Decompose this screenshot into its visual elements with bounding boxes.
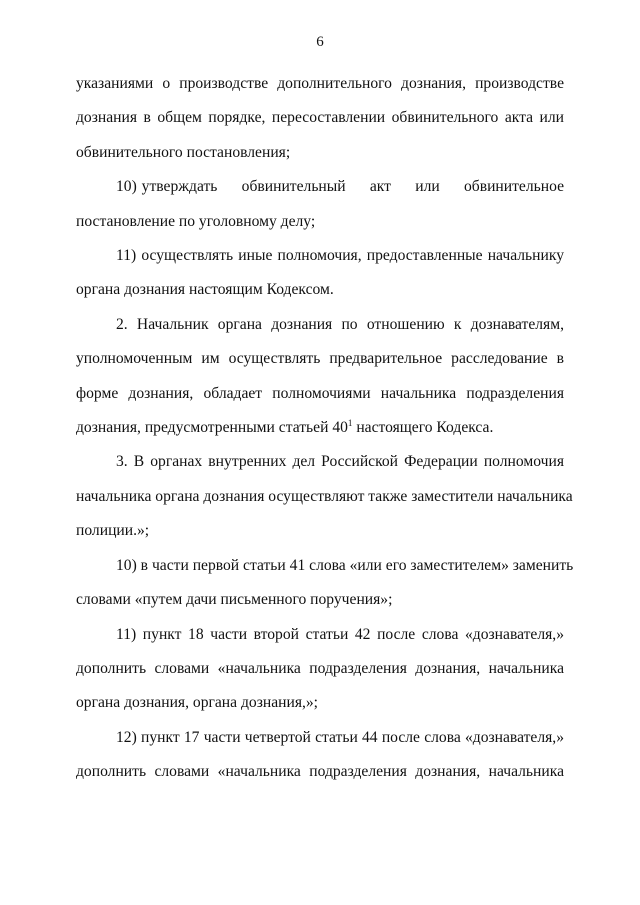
text-line: 11) пункт 18 части второй статьи 42 после слова «дознавателя,» <box>116 625 564 643</box>
text-line: 2. Начальник органа дознания по отношению к дознавателям, <box>116 315 564 333</box>
text-line: форме дознания, обладает полномочиями начальника подразделения <box>76 384 564 402</box>
text-line: 12) пункт 17 части четвертой статьи 44 после слова «дознавателя,» <box>116 728 564 746</box>
paragraph <box>76 67 564 170</box>
document-body <box>76 67 574 790</box>
text-line: начальника органа дознания осуществляют также заместители начальника <box>76 487 573 505</box>
text-line: полиции.»; <box>76 522 150 540</box>
paragraph <box>76 549 574 618</box>
text-fragment: настоящего Кодекса. <box>352 419 494 437</box>
text-line <box>76 411 564 445</box>
superscript: 1 <box>347 418 353 429</box>
text-line: 11) осуществлять иные полномочия, предоставленные начальнику <box>116 247 564 265</box>
text-line: органа дознания настоящим Кодексом. <box>76 281 334 299</box>
paragraph <box>76 308 564 446</box>
text-fragment: дознания, предусмотренными статьей 40 <box>76 419 348 437</box>
text-line: словами «путем дачи письменного поручения»; <box>76 591 393 609</box>
page-number: 6 <box>316 34 324 50</box>
text-line: 3. В органах внутренних дел Российской Федерации полномочия <box>116 453 564 471</box>
paragraph <box>76 170 564 239</box>
text-line: указаниями о производстве дополнительного дознания, производстве <box>76 75 564 92</box>
paragraph <box>76 445 573 548</box>
text-line: 10) утверждать обвинительный акт или обвинительное <box>116 178 564 196</box>
text-line: дознания в общем порядке, пересоставлении обвинительного акта или <box>76 109 564 127</box>
text-line: 10) в части первой статьи 41 слова «или его заместителем» заменить <box>116 556 574 574</box>
text-line: органа дознания, органа дознания,»; <box>76 694 319 712</box>
text-line: обвинительного постановления; <box>76 143 291 161</box>
text-line: дополнить словами «начальника подразделения дознания, начальника <box>76 659 564 677</box>
text-line: уполномоченным им осуществлять предварительное расследование в <box>76 350 564 368</box>
paragraph <box>76 721 564 790</box>
paragraph <box>76 239 564 308</box>
text-line: дополнить словами «начальника подразделения дознания, начальника <box>76 763 564 781</box>
text-line: постановление по уголовному делу; <box>76 212 316 230</box>
paragraph <box>76 618 564 721</box>
